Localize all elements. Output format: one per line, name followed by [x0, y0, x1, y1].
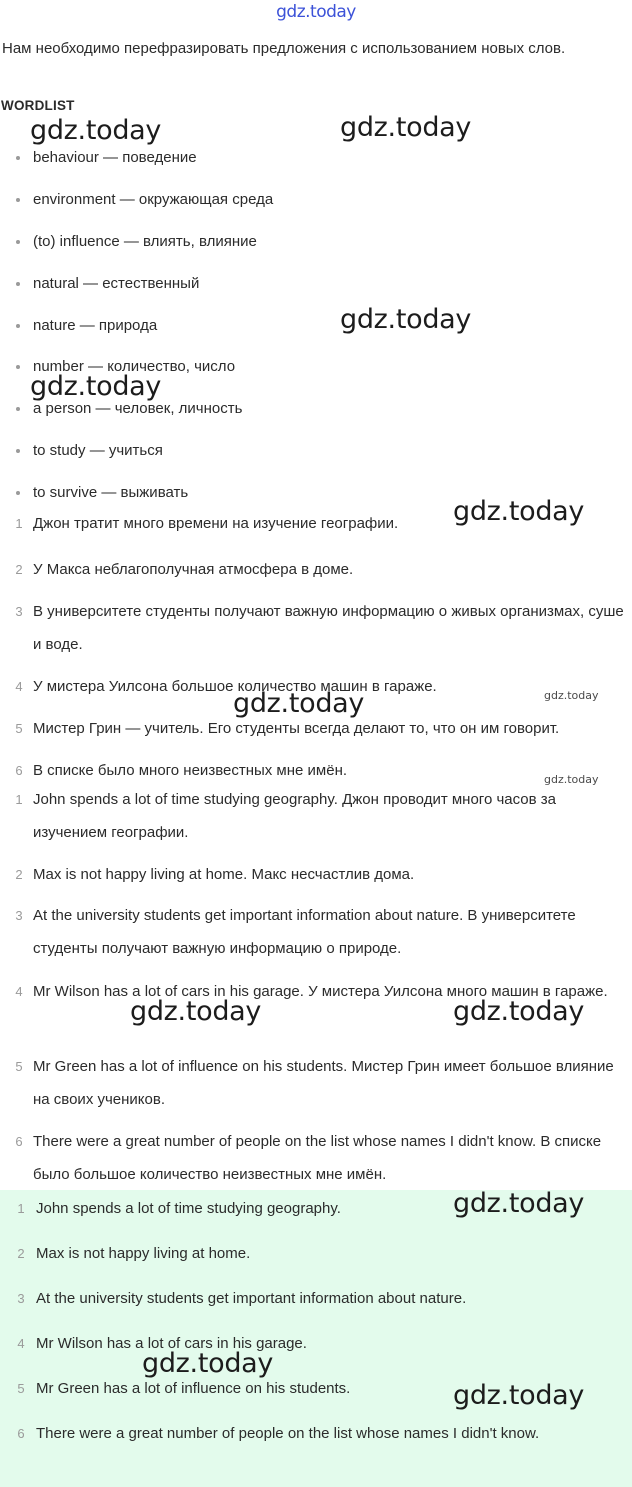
item-text: Mr Wilson has a lot of cars in his garage. У мистера Уилсона много машин в гараже. — [33, 983, 608, 1000]
item-number: 2 — [15, 562, 23, 577]
item-text: At the university students get important information about nature. — [36, 1290, 467, 1307]
item-number: 4 — [15, 679, 23, 694]
item-text: Max is not happy living at home. — [36, 1245, 251, 1262]
watermark: gdz.today — [30, 115, 162, 146]
item-number: 6 — [15, 1134, 23, 1149]
watermark: gdz.today — [30, 371, 162, 402]
item-text: Джон тратит много времени на изучение географии. — [33, 515, 399, 532]
item-number: 4 — [15, 984, 23, 999]
watermark: gdz.today — [233, 688, 365, 719]
bullet-icon — [16, 449, 20, 453]
item-number: 6 — [15, 763, 23, 778]
item-number: 5 — [15, 721, 23, 736]
watermark: gdz.today — [453, 1380, 585, 1411]
watermark: gdz.today — [544, 689, 599, 702]
item-number: 1 — [17, 1201, 25, 1216]
item-number: 5 — [15, 1059, 23, 1074]
item-number: 2 — [15, 867, 23, 882]
bullet-icon — [16, 198, 20, 202]
watermark: gdz.today — [340, 112, 472, 143]
item-text: Мистер Грин — учитель. Его студенты всегда делают то, что он им говорит. — [33, 720, 560, 737]
answer-box — [0, 1190, 632, 1487]
watermark: gdz.today — [544, 773, 599, 786]
item-text: Mr Green has a lot of influence on his students. Мистер Грин имеет большое влияние на своих учеников. — [33, 1058, 614, 1108]
item-text: At the university students get important information about nature. В университете студенты получают важную информацию о природе. — [33, 907, 576, 957]
item-text: В университете студенты получают важную информацию о живых организмах, суше и воде. — [33, 603, 624, 653]
item-text: Mr Wilson has a lot of cars in his garage. — [36, 1335, 307, 1352]
task-instruction: Нам необходимо перефразировать предложения с использованием новых слов. — [2, 40, 566, 57]
bullet-icon — [16, 240, 20, 244]
watermark: gdz.today — [453, 1188, 585, 1219]
item-number: 1 — [15, 516, 23, 531]
item-text: У мистера Уилсона большое количество машин в гараже. — [33, 678, 437, 695]
wordlist-heading: WORDLIST — [1, 98, 75, 113]
watermark: gdz.today — [340, 304, 472, 335]
item-text: В списке было много неизвестных мне имён. — [33, 762, 348, 779]
item-number: 2 — [17, 1246, 25, 1261]
item-text: Max is not happy living at home. Макс несчастлив дома. — [33, 866, 415, 883]
watermark: gdz.today — [453, 996, 585, 1027]
item-number: 3 — [15, 908, 23, 923]
item-text: У Макса неблагополучная атмосфера в доме. — [33, 561, 354, 578]
item-number: 5 — [17, 1381, 25, 1396]
site-logo[interactable]: gdz.today — [276, 2, 356, 22]
item-text: There were a great number of people on the list whose names I didn't know. — [36, 1425, 540, 1442]
bullet-icon — [16, 282, 20, 286]
watermark: gdz.today — [453, 496, 585, 527]
item-number: 6 — [17, 1426, 25, 1441]
bullet-icon — [16, 365, 20, 369]
bullet-icon — [16, 156, 20, 160]
watermark: gdz.today — [142, 1348, 274, 1379]
item-text: John spends a lot of time studying geography. Джон проводит много часов за изучением географии. — [33, 791, 556, 841]
watermark: gdz.today — [130, 996, 262, 1027]
item-number: 3 — [17, 1291, 25, 1306]
item-text: There were a great number of people on the list whose names I didn't know. В списке было большое количество неизвестных мне имён. — [33, 1133, 602, 1183]
item-text: John spends a lot of time studying geography. — [36, 1200, 341, 1217]
bullet-icon — [16, 324, 20, 328]
item-number: 3 — [15, 604, 23, 619]
item-number: 4 — [17, 1336, 25, 1351]
item-number: 1 — [15, 792, 23, 807]
bullet-icon — [16, 491, 20, 495]
bullet-icon — [16, 407, 20, 411]
item-text: Mr Green has a lot of influence on his students. — [36, 1380, 351, 1397]
